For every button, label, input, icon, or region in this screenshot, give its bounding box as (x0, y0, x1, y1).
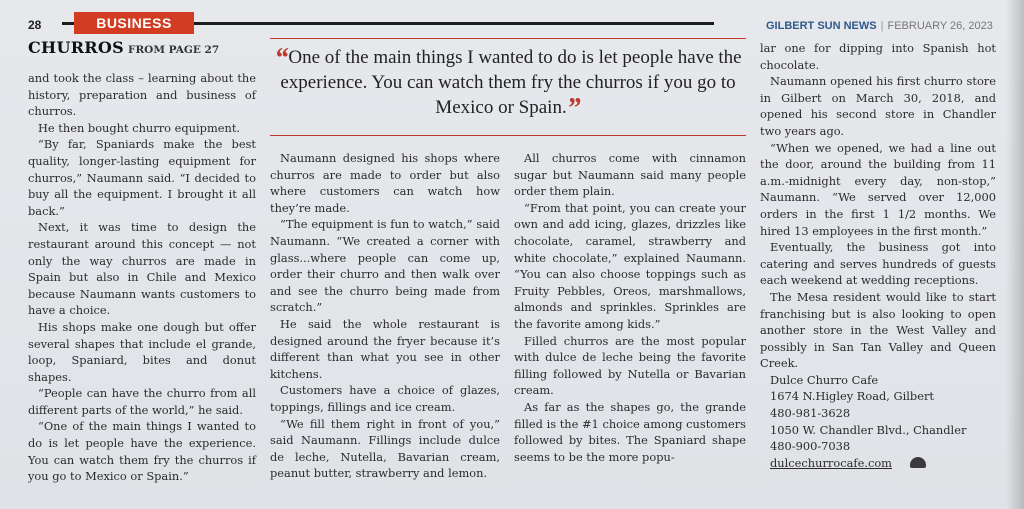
column-2 (270, 150, 500, 482)
paragraph: His shops make one dough but offer several shapes that include el grande, loop, Spaniard, bites and donut shapes. (28, 319, 256, 384)
paragraph: “By far, Spaniards make the best quality, longer-lasting equipment for churros,” Naumann said. “I decided to buy all the equipment. I brought it all back.” (28, 137, 256, 218)
paragraph: “We fill them right in front of you,” said Naumann. Fillings include dulce de leche, Nutella, Bavarian cream, peanut butter, strawberry and lemon. (270, 416, 500, 481)
paragraph: “From that point, you can create your own and add icing, glazes, drizzles like chocolate, caramel, strawberry and white chocolate,” explained Naumann. “You can also choose toppings such as Fruity Pebbles, Oreos, marshmallows, almonds and sprinkles. Sprinkles are the favorite among kids.” (514, 200, 746, 331)
info-address-chandler: 1050 W. Chandler Blvd., Chandler (770, 422, 967, 437)
masthead (766, 20, 993, 32)
paragraph: Next, it was time to design the restaurant around this concept — not only the way churros are made in Spain but also in Chile and Mexico because Naumann wants customers to have a choice. (28, 220, 256, 318)
issue-date: FEBRUARY 26, 2023 (887, 20, 993, 32)
jump-title: CHURROS (28, 38, 124, 57)
website-link[interactable]: dulcechurrocafe.com (770, 455, 892, 470)
info-name: Dulce Churro Cafe (770, 372, 879, 387)
close-quote-mark: ” (566, 93, 581, 124)
jump-headline (28, 38, 219, 57)
open-quote-mark: “ (274, 43, 289, 74)
paragraph: All churros come with cinnamon sugar but Naumann said many people order them plain. (514, 151, 746, 199)
column-1 (28, 70, 256, 485)
section-tag: BUSINESS (74, 12, 194, 34)
masthead-separator: | (880, 20, 884, 32)
paragraph: Customers have a choice of glazes, toppings, fillings and ice cream. (270, 383, 500, 414)
paragraph: “People can have the churro from all different parts of the world,” he said. (28, 386, 256, 417)
column-4 (760, 40, 996, 471)
pull-quote-text: One of the main things I wanted to do is let people have the experience. You can watch them fry the churros if you go to Mexico or Spain. (280, 47, 742, 118)
paragraph: The Mesa resident would like to start franchising but is also looking to open another store in the West Valley and possibly in San Tan Valley and Queen Creek. (760, 289, 996, 371)
paragraph: Naumann opened his first churro store in Gilbert on March 30, 2018, and opened his second store in Chandler two years ago. (760, 74, 996, 138)
paragraph: and took the class – learning about the history, preparation and business of churros. (28, 71, 256, 119)
paragraph: Naumann designed his shops where churros are made to order but also where customers can watch how they’re made. (270, 151, 500, 215)
info-phone-gilbert: 480-981-3628 (770, 406, 851, 421)
page-number: 28 (28, 18, 42, 32)
paragraph: “The equipment is fun to watch,” said Naumann. “We created a corner with glass...where people can come up, order their churro and then walk over and see the churro being made from scratch.” (270, 217, 500, 315)
info-phone-chandler: 480-900-7038 (770, 439, 851, 454)
paragraph: Eventually, the business got into catering and serves hundreds of guests each weekend at wedding receptions. (760, 240, 996, 288)
jump-from: FROM PAGE 27 (128, 44, 220, 56)
column-3 (514, 150, 746, 465)
pull-quote (270, 38, 746, 136)
paragraph: He then bought churro equipment. (38, 120, 241, 135)
paragraph: Filled churros are the most popular with dulce de leche being the favorite filling followed by Nutella or Bavarian cream. (514, 333, 746, 398)
paragraph: “One of the main things I wanted to do is let people have the experience. You can watch them fry the churros if you go to Mexico or Spain.” (28, 419, 256, 484)
paper-name: GILBERT SUN NEWS (766, 20, 877, 32)
paragraph: As far as the shapes go, the grande filled is the #1 choice among customers followed by bites. The Spaniard shape seems to be the more popu- (514, 399, 746, 464)
paragraph: lar one for dipping into Spanish hot chocolate. (760, 41, 996, 72)
info-address-gilbert: 1674 N.Higley Road, Gilbert (770, 389, 934, 404)
info-website-line (760, 455, 996, 472)
end-mark-icon (910, 457, 926, 468)
paragraph: “When we opened, we had a line out the door, around the building from 11 a.m.-midnight every day, non-stop,” Naumann. “We served over 12,000 orders in the first 1 1/2 months. We hired 13 employees in the first month.” (760, 140, 996, 238)
paragraph: He said the whole restaurant is designed around the fryer because it’s different than what you see in other kitchens. (270, 316, 500, 381)
